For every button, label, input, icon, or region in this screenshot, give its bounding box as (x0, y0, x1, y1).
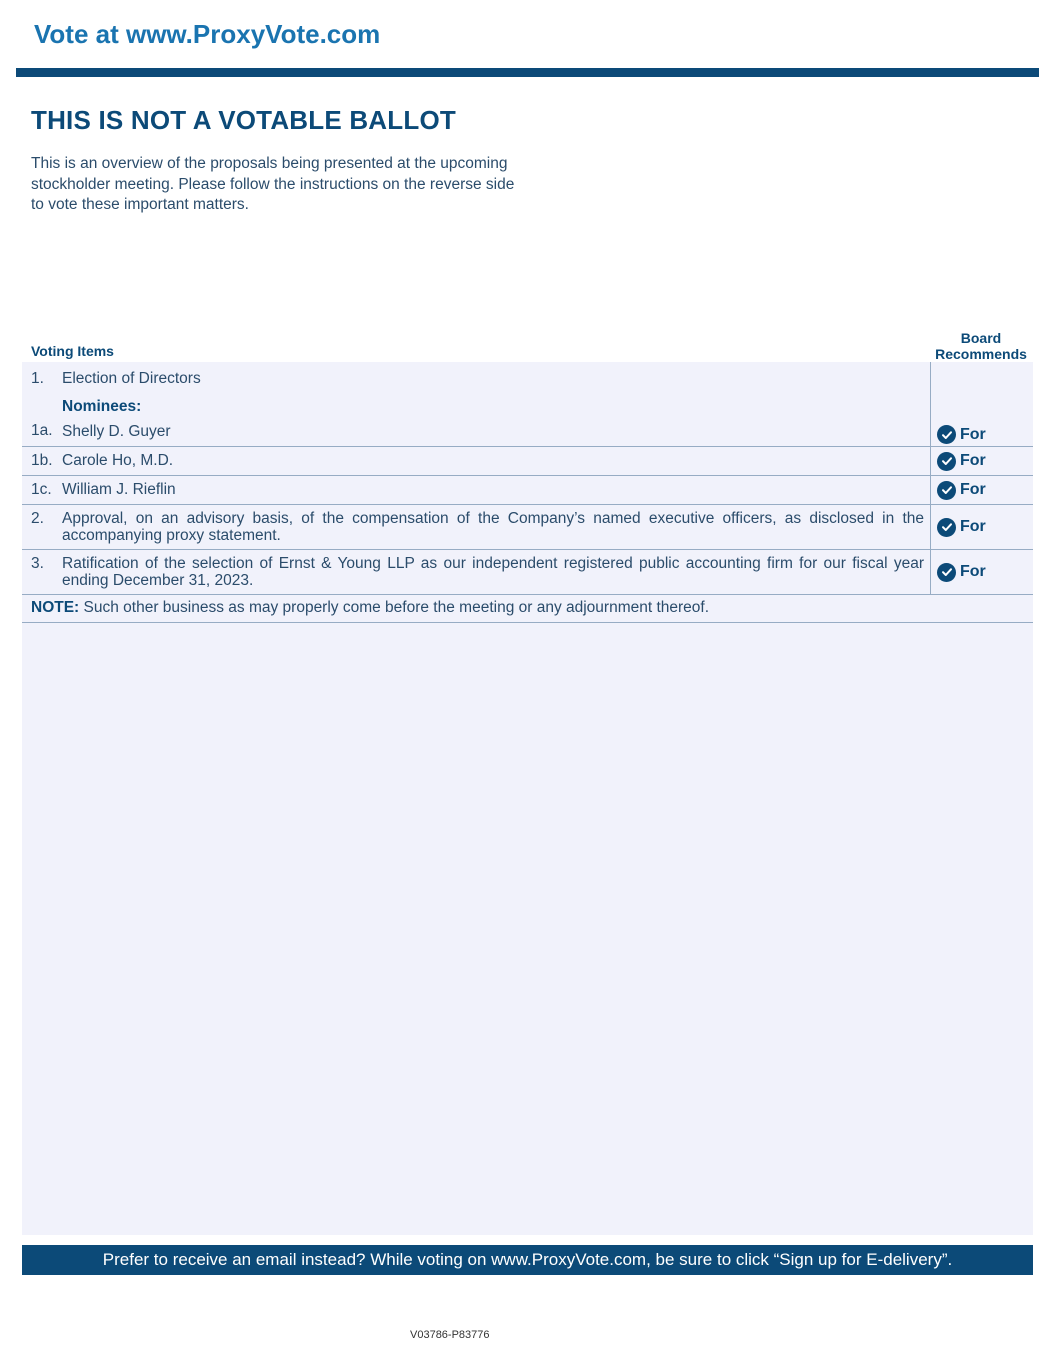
item-text: Carole Ho, M.D. (62, 452, 174, 469)
recommendation-for (937, 452, 986, 471)
item-number: 1a. (31, 422, 53, 439)
row-main (22, 476, 931, 504)
nominees-label: Nominees: (62, 398, 142, 415)
table-row-1b (22, 447, 1033, 476)
recommendation-for (937, 481, 986, 500)
item-number: 2. (31, 510, 44, 527)
row-main (22, 362, 931, 446)
item-number: 1c. (31, 481, 52, 498)
table-row-2 (22, 505, 1033, 550)
e-delivery-text: Prefer to receive an email instead? While voting on www.ProxyVote.com, be sure to click “Sign up for E-delivery”. (102, 1250, 953, 1269)
item-number: 1b. (31, 452, 53, 469)
recommendation-for (937, 518, 986, 537)
recommendation-label: For (960, 481, 986, 498)
page-title: THIS IS NOT A VOTABLE BALLOT (31, 105, 456, 135)
board-recommends-line1: Board (960, 330, 1002, 346)
recommendation-label: For (960, 425, 986, 443)
check-circle-icon (937, 425, 956, 444)
voting-items-heading: Voting Items (31, 343, 114, 359)
recommendation-for (937, 425, 986, 444)
recommendation-label: For (960, 452, 986, 469)
note-row (22, 595, 1033, 623)
board-recommends-heading (930, 330, 1032, 362)
item-number: 1. (31, 370, 44, 387)
item-text: Ratification of the selection of Ernst & Young LLP as our independent registered public accounting firm for our fiscal year ending December 31, 2023. (62, 555, 924, 589)
check-circle-icon (937, 518, 956, 537)
note-text: Such other business as may properly come before the meeting or any adjournment thereof. (79, 599, 710, 616)
item-number: 3. (31, 555, 44, 572)
recommendation-cell (931, 505, 1033, 549)
row-main (22, 505, 931, 549)
recommendation-for (937, 563, 986, 582)
table-row-1c (22, 476, 1033, 505)
board-recommends-line2: Recommends (935, 346, 1027, 362)
table-row-1a (22, 362, 1033, 447)
recommendation-label: For (960, 518, 986, 535)
recommendation-cell (931, 447, 1033, 475)
check-circle-icon (937, 481, 956, 500)
recommendation-cell (931, 550, 1033, 594)
intro-text: This is an overview of the proposals being presented at the upcoming stockholder meeting. Please follow the instructions on the reverse side to vote these important matters. (31, 155, 515, 213)
item-text: William J. Rieflin (62, 481, 176, 498)
row-main (22, 550, 931, 594)
item-text: Election of Directors (62, 370, 201, 387)
table-row-3 (22, 550, 1033, 595)
row-main (22, 447, 931, 475)
recommendation-label: For (960, 563, 986, 580)
voting-items-table (22, 362, 1033, 623)
item-text: Approval, on an advisory basis, of the compensation of the Company’s named executive officers, as disclosed in the accompanying proxy statement. (62, 510, 924, 544)
recommendation-cell (931, 476, 1033, 504)
recommendation-cell (931, 362, 1033, 446)
document-code: V03786-P83776 (410, 1329, 490, 1341)
check-circle-icon (937, 452, 956, 471)
item-text: Shelly D. Guyer (62, 423, 171, 440)
note-label: NOTE: (31, 599, 80, 616)
check-circle-icon (937, 563, 956, 582)
e-delivery-banner (22, 1245, 1033, 1275)
header-link[interactable]: Vote at www.ProxyVote.com (34, 19, 381, 49)
header-divider (16, 68, 1039, 77)
